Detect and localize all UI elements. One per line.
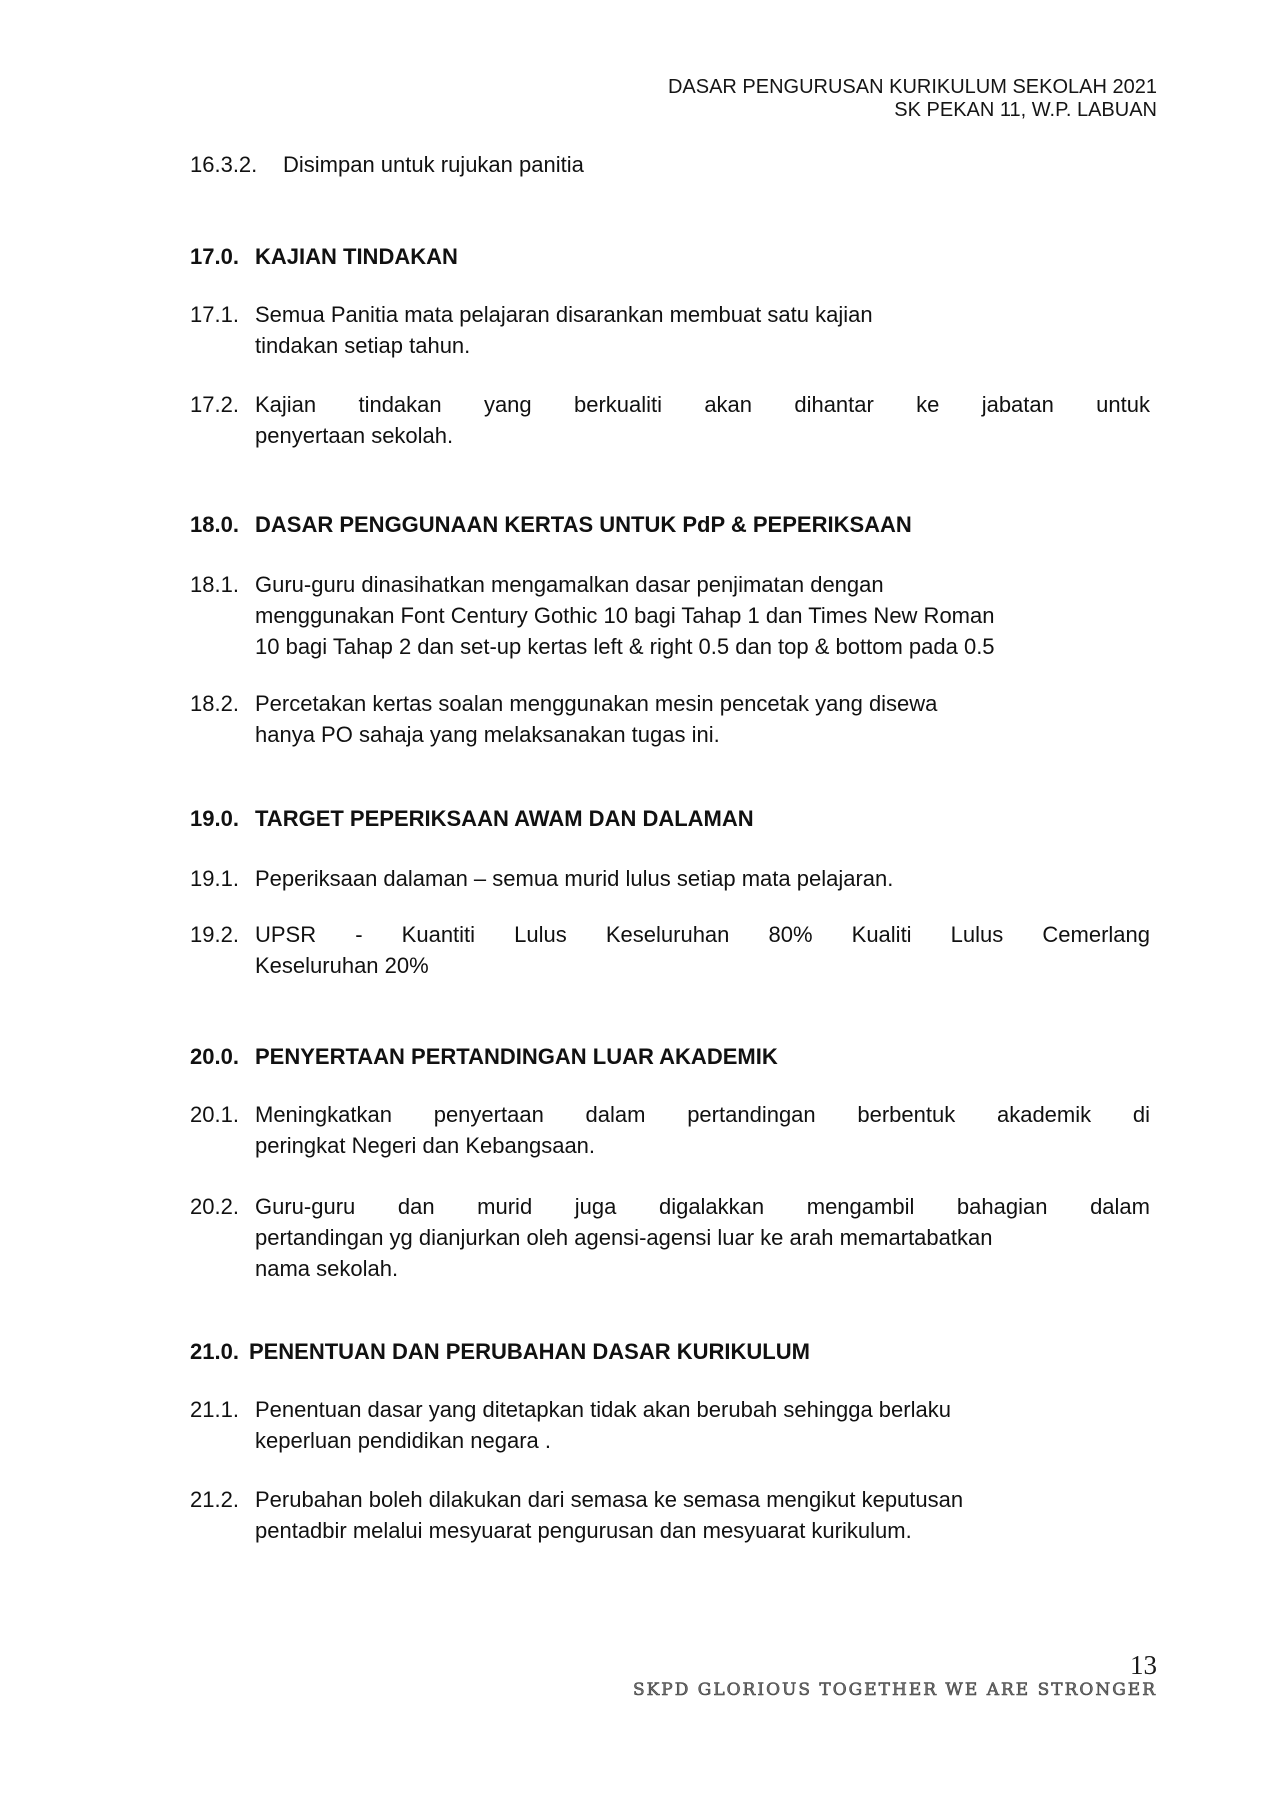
policy-item-20-1 <box>190 1099 1152 1161</box>
item-number: 18.1. <box>190 572 239 597</box>
header-school-name: SK PEKAN 11, W.P. LABUAN <box>894 99 1157 121</box>
item-text: Guru-guru dan murid juga digalakkan mengambil bahagian dalam pertandingan yg dianjurkan oleh agensi-agensi luar ke arah memartabatkan nama sekolah. <box>255 1194 1150 1281</box>
item-number: 21.2. <box>190 1487 239 1512</box>
section-title: PENENTUAN DAN PERUBAHAN DASAR KURIKULUM <box>248 1339 810 1364</box>
item-number: 16.3.2. <box>190 152 258 177</box>
header-doc-title: DASAR PENGURUSAN KURIKULUM SEKOLAH 2021 <box>667 76 1157 98</box>
item-text: Penentuan dasar yang ditetapkan tidak akan berubah sehingga berlaku keperluan pendidikan negara . <box>255 1397 951 1453</box>
section-heading-21 <box>190 1336 1152 1367</box>
section-number: 21.0. <box>190 1339 239 1364</box>
item-text: Meningkatkan penyertaan dalam pertandingan berbentuk akademik di peringkat Negeri dan Kebangsaan. <box>255 1102 1150 1158</box>
item-number: 17.1. <box>190 302 239 327</box>
item-number: 21.1. <box>190 1397 239 1422</box>
item-number: 20.1. <box>190 1102 239 1127</box>
page-header <box>668 76 1157 122</box>
policy-item-19-1 <box>190 863 1152 894</box>
section-number: 17.0. <box>190 244 239 269</box>
item-number: 19.1. <box>190 866 239 891</box>
section-title: KAJIAN TINDAKAN <box>255 244 458 269</box>
policy-item-17-2 <box>190 389 1152 451</box>
policy-item-17-1 <box>190 299 1152 361</box>
policy-item-18-2 <box>190 688 1152 750</box>
section-number: 18.0. <box>190 512 239 537</box>
item-text: Semua Panitia mata pelajaran disarankan membuat satu kajian tindakan setiap tahun. <box>255 302 873 358</box>
policy-item-21-1 <box>190 1394 1152 1456</box>
item-text: UPSR - Kuantiti Lulus Keseluruhan 80% Kualiti Lulus Cemerlang Keseluruhan 20% <box>255 922 1150 978</box>
section-number: 20.0. <box>190 1044 239 1069</box>
section-heading-17 <box>190 241 1152 272</box>
item-text: Guru-guru dinasihatkan mengamalkan dasar penjimatan dengan menggunakan Font Century Gothic 10 bagi Tahap 1 dan Times New Roman 10 bagi Tahap 2 dan set-up kertas left & right 0.5 dan top & bottom pada 0.5 <box>255 572 995 659</box>
section-title: DASAR PENGGUNAAN KERTAS UNTUK PdP & PEPERIKSAAN <box>255 512 912 537</box>
item-number: 20.2. <box>190 1194 239 1219</box>
item-text: Kajian tindakan yang berkualiti akan dihantar ke jabatan untuk penyertaan sekolah. <box>255 392 1150 448</box>
item-number: 17.2. <box>190 392 239 417</box>
section-title: TARGET PEPERIKSAAN AWAM DAN DALAMAN <box>255 806 754 831</box>
policy-item-20-2 <box>190 1191 1152 1284</box>
item-text: Percetakan kertas soalan menggunakan mesin pencetak yang disewa hanya PO sahaja yang melaksanakan tugas ini. <box>255 691 938 747</box>
section-number: 19.0. <box>190 806 239 831</box>
section-heading-19 <box>190 803 1152 834</box>
policy-item-21-2 <box>190 1484 1152 1546</box>
policy-item-16-3-2 <box>190 149 1152 180</box>
footer-motto: SKPD GLORIOUS TOGETHER WE ARE STRONGER <box>632 1680 1157 1700</box>
item-text: Peperiksaan dalaman – semua murid lulus setiap mata pelajaran. <box>255 866 894 891</box>
item-number: 19.2. <box>190 922 239 947</box>
page-number: 13 <box>1130 1650 1157 1680</box>
policy-item-18-1 <box>190 569 1152 662</box>
item-number: 18.2. <box>190 691 239 716</box>
policy-item-19-2 <box>190 919 1152 981</box>
section-title: PENYERTAAN PERTANDINGAN LUAR AKADEMIK <box>255 1044 778 1069</box>
section-heading-18 <box>190 509 1152 540</box>
section-heading-20 <box>190 1041 1152 1072</box>
item-text: Perubahan boleh dilakukan dari semasa ke semasa mengikut keputusan pentadbir melalui mesyuarat pengurusan dan mesyuarat kurikulum. <box>255 1487 964 1543</box>
item-text: Disimpan untuk rujukan panitia <box>283 152 584 177</box>
